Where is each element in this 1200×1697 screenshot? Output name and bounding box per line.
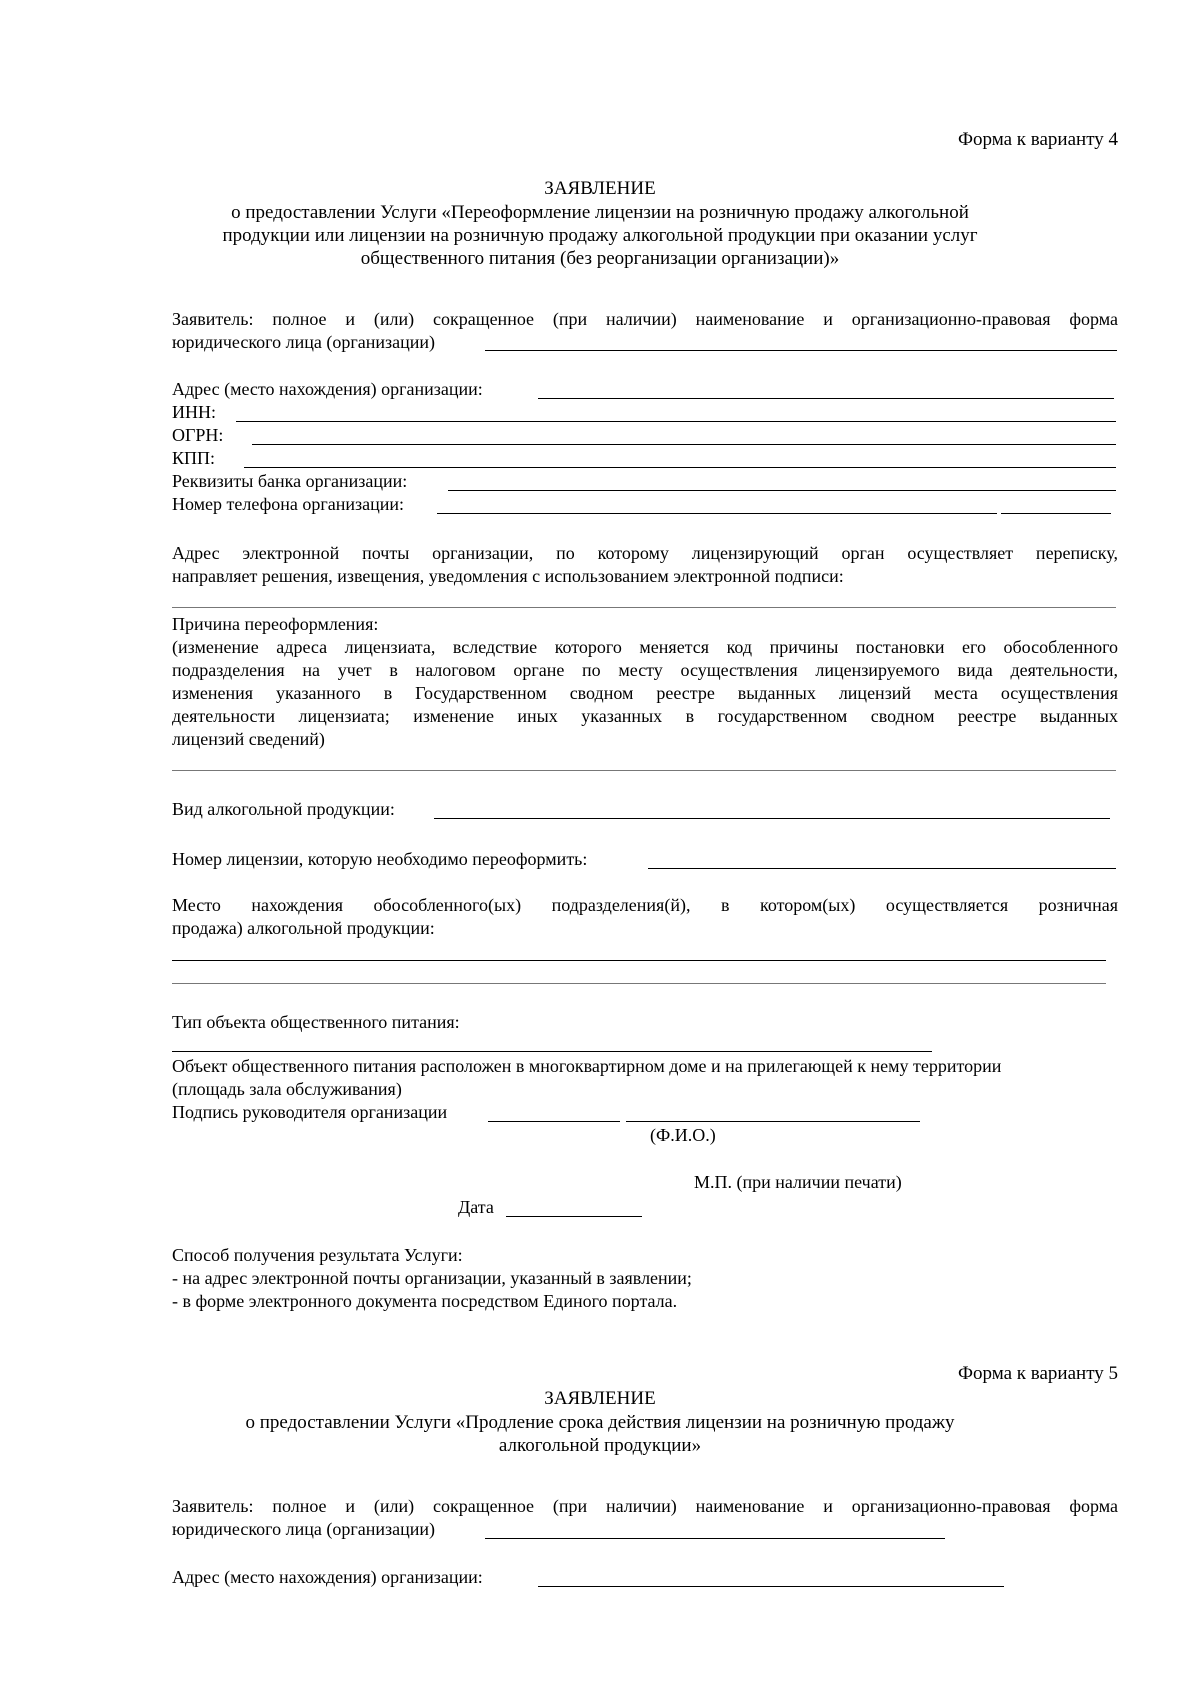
- form4-date-label: Дата: [458, 1197, 494, 1217]
- form4-catering-type-label: Тип объекта общественного питания:: [172, 1012, 460, 1032]
- form5-address-field[interactable]: [538, 1586, 1004, 1587]
- form5-applicant-line-1: Заявитель: полное и (или) сокращенное (при наличии) наименование и организационно-правовая форма: [172, 1496, 1118, 1516]
- form5-heading: ЗАЯВЛЕНИЕ: [544, 1388, 656, 1409]
- form4-date-field[interactable]: [506, 1216, 642, 1217]
- form4-bank-label: Реквизиты банка организации:: [172, 471, 408, 491]
- form5-applicant-field[interactable]: [485, 1538, 945, 1539]
- form4-fio-field[interactable]: [626, 1121, 920, 1122]
- form4-kpp-label: КПП:: [172, 448, 216, 468]
- form4-reason-line-1: (изменение адреса лицензиата, вследствие которого меняется код причины постановки его обособленного: [172, 637, 1118, 657]
- form5-address-label: Адрес (место нахождения) организации:: [172, 1567, 483, 1587]
- form4-reason-line-2: подразделения на учет в налоговом органе по месту осуществления лицензируемого вида деятельности,: [172, 660, 1118, 680]
- form4-catering-located-line-2: (площадь зала обслуживания): [172, 1079, 402, 1099]
- form5-subtitle-line-1: о предоставлении Услуги «Продление срока действия лицензии на розничную продажу: [245, 1412, 955, 1433]
- form4-result-method-label: Способ получения результата Услуги:: [172, 1245, 463, 1265]
- form4-kpp-field[interactable]: [244, 467, 1116, 468]
- form4-location-field-1[interactable]: [172, 960, 1106, 961]
- form5-applicant-line-2: юридического лица (организации): [172, 1519, 435, 1539]
- form4-applicant-field[interactable]: [485, 350, 1117, 351]
- form4-catering-type-field[interactable]: [172, 1051, 932, 1052]
- form4-alcohol-type-field[interactable]: [434, 818, 1110, 819]
- form4-reason-line-5: лицензий сведений): [172, 729, 325, 749]
- form4-address-label: Адрес (место нахождения) организации:: [172, 379, 483, 399]
- form4-reason-line-4: деятельности лицензиата; изменение иных указанных в государственном сводном реестре выданных: [172, 706, 1118, 726]
- form4-label: Форма к варианту 4: [957, 129, 1118, 150]
- form4-phone-extra-field[interactable]: [1001, 513, 1111, 514]
- form5-label: Форма к варианту 5: [957, 1363, 1118, 1384]
- form4-ogrn-field[interactable]: [252, 444, 1116, 445]
- form4-inn-label: ИНН:: [172, 402, 216, 422]
- form4-subtitle-line-3: общественного питания (без реорганизации организации)»: [360, 248, 840, 269]
- form4-subtitle-line-1: о предоставлении Услуги «Переоформление лицензии на розничную продажу алкогольной: [231, 202, 969, 223]
- form4-applicant-line-1: Заявитель: полное и (или) сокращенное (при наличии) наименование и организационно-правовая форма: [172, 309, 1118, 329]
- form4-heading: ЗАЯВЛЕНИЕ: [544, 178, 656, 199]
- form4-location-line-2: продажа) алкогольной продукции:: [172, 918, 435, 938]
- form4-stamp-label: М.П. (при наличии печати): [694, 1172, 902, 1192]
- form4-signature-label: Подпись руководителя организации: [172, 1102, 448, 1122]
- form4-location-line-1: Место нахождения обособленного(ых) подразделения(й), в котором(ых) осуществляется розничная: [172, 895, 1118, 915]
- form4-email-line-1: Адрес электронной почты организации, по которому лицензирующий орган осуществляет переписку,: [172, 543, 1118, 563]
- form4-subtitle-line-2: продукции или лицензии на розничную продажу алкогольной продукции при оказании услуг: [222, 225, 978, 246]
- form4-signature-field[interactable]: [488, 1121, 620, 1122]
- form4-reason-label: Причина переоформления:: [172, 614, 379, 634]
- form4-address-field[interactable]: [538, 398, 1114, 399]
- form4-phone-label: Номер телефона организации:: [172, 494, 405, 514]
- form4-fio-label: (Ф.И.О.): [650, 1125, 716, 1145]
- form4-email-line-2: направляет решения, извещения, уведомления с использованием электронной подписи:: [172, 566, 844, 586]
- form4-applicant-line-2: юридического лица (организации): [172, 332, 435, 352]
- form4-ogrn-label: ОГРН:: [172, 425, 224, 445]
- form4-license-number-label: Номер лицензии, которую необходимо переоформить:: [172, 849, 588, 869]
- form5-subtitle-line-2: алкогольной продукции»: [498, 1435, 702, 1456]
- form4-reason-field[interactable]: [172, 770, 1116, 771]
- form4-result-option-1: - на адрес электронной почты организации, указанный в заявлении;: [172, 1268, 692, 1288]
- form4-reason-line-3: изменения указанного в Государственном сводном реестре выданных лицензий места осуществления: [172, 683, 1118, 703]
- form4-alcohol-type-label: Вид алкогольной продукции:: [172, 799, 395, 819]
- form4-bank-field[interactable]: [448, 490, 1116, 491]
- form4-catering-located-line-1: Объект общественного питания расположен в многоквартирном доме и на прилегающей к нему территории: [172, 1056, 1002, 1076]
- form4-inn-field[interactable]: [236, 421, 1116, 422]
- form4-phone-field[interactable]: [437, 513, 997, 514]
- form4-email-field[interactable]: [172, 607, 1116, 608]
- form4-result-option-2: - в форме электронного документа посредством Единого портала.: [172, 1291, 678, 1311]
- form4-location-field-2[interactable]: [172, 983, 1106, 984]
- form4-license-number-field[interactable]: [648, 868, 1116, 869]
